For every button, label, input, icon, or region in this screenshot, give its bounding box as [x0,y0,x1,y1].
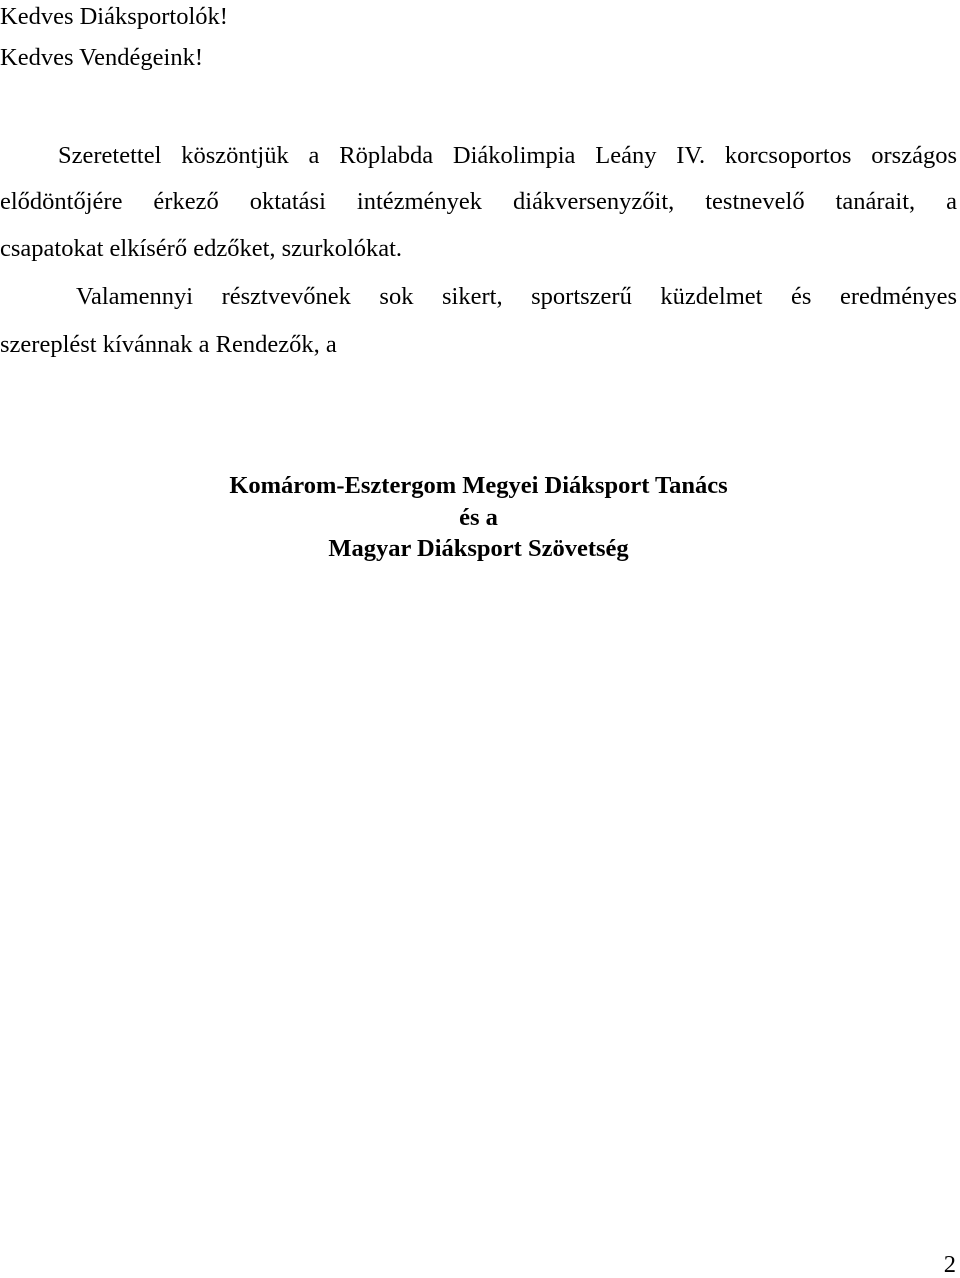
signature-organization-1: Komárom-Esztergom Megyei Diáksport Tanács [229,472,728,499]
greeting-line-2: Kedves Vendégeink! [0,44,203,71]
wishes-paragraph-line-2: szereplést kívánnak a Rendezők, a [0,331,337,358]
welcome-paragraph-line-1: Szeretettel köszöntjük a Röplabda Diákolimpia Leány IV. korcsoportos országos [58,142,957,169]
greeting-line-1: Kedves Diáksportolók! [0,3,228,30]
signature-conjunction: és a [459,504,498,531]
welcome-paragraph-line-2: elődöntőjére érkező oktatási intézmények diákversenyzőit, testnevelő tanárait, a [0,188,957,215]
wishes-paragraph-line-1: Valamennyi résztvevőnek sok sikert, sportszerű küzdelmet és eredményes [76,283,957,310]
signature-organization-2: Magyar Diáksport Szövetség [328,535,629,562]
welcome-paragraph-line-3: csapatokat elkísérő edzőket, szurkolókat. [0,235,403,262]
page-number: 2 [943,1251,956,1278]
